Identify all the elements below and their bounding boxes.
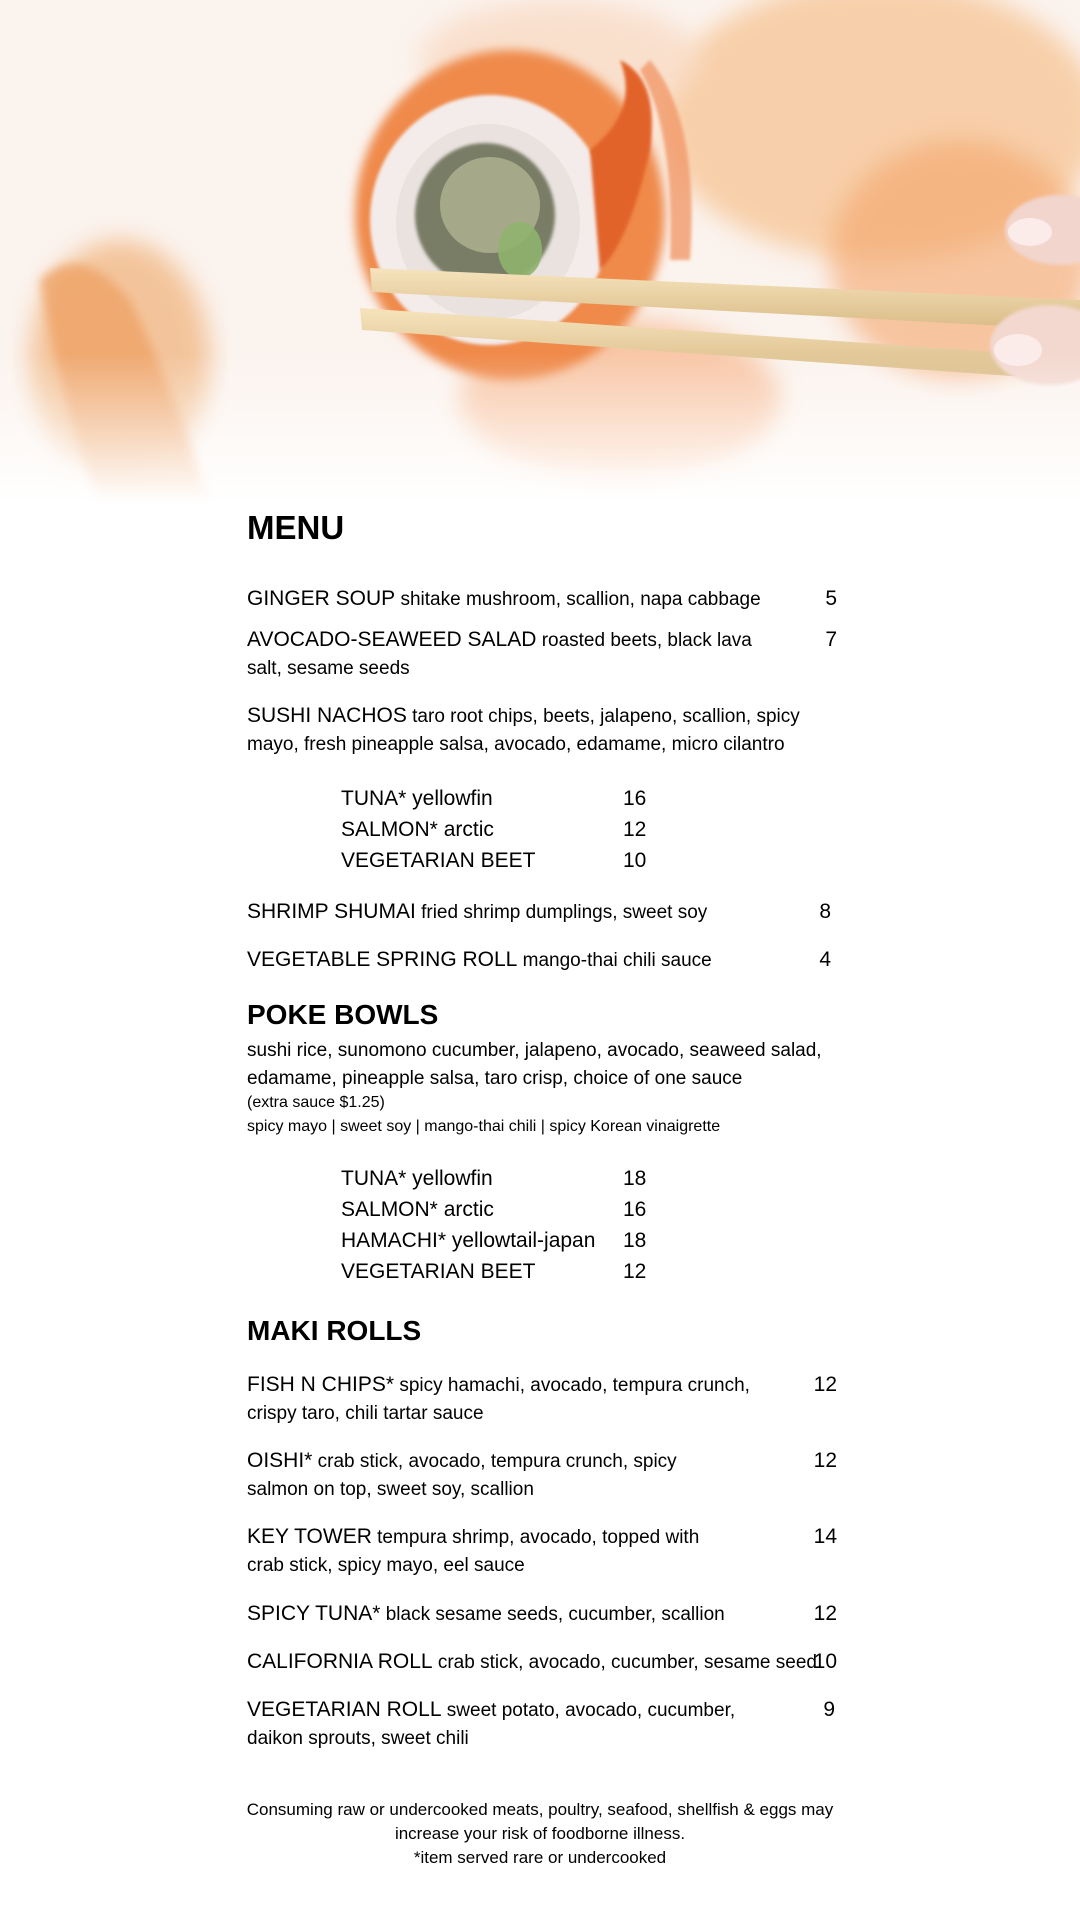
menu-item-vegetarian-roll — [247, 1696, 837, 1753]
item-name: CALIFORNIA ROLL — [247, 1650, 433, 1673]
disclaimer-line-2: increase your risk of foodborne illness. — [394, 1824, 686, 1843]
item-price: 14 — [813, 1525, 837, 1548]
item-price: 4 — [819, 948, 831, 971]
option-price: 16 — [623, 1198, 647, 1221]
hero-image — [0, 0, 1080, 505]
item-price: 10 — [813, 1650, 837, 1673]
item-desc: tempura shrimp, avocado, topped with crab stick, spicy mayo, eel sauce — [247, 1527, 700, 1576]
option-name: SALMON* arctic — [341, 818, 494, 841]
option-name: VEGETARIAN BEET — [341, 849, 536, 872]
poke-description: sushi rice, sunomono cucumber, jalapeno, avocado, seaweed salad, edamame, pineapple salsa, taro crisp, choice of one sauce — [247, 1040, 822, 1089]
item-desc: taro root chips, beets, jalapeno, scallion, spicy mayo, fresh pineapple salsa, avocado, edamame, micro cilantro — [247, 706, 800, 755]
menu-item-fish-n-chips — [247, 1371, 837, 1428]
option-row — [341, 845, 761, 876]
nachos-options — [341, 783, 761, 876]
item-price: 12 — [813, 1449, 837, 1472]
option-price: 12 — [623, 818, 647, 841]
item-name: AVOCADO-SEAWEED SALAD — [247, 628, 537, 651]
item-price: 12 — [813, 1373, 837, 1396]
option-row — [341, 1256, 761, 1287]
item-price: 9 — [823, 1698, 835, 1721]
poke-extra-sauce: (extra sauce $1.25) — [247, 1094, 385, 1111]
menu-item-sushi-nachos — [247, 702, 837, 759]
item-desc: spicy hamachi, avocado, tempura crunch, crispy taro, chili tartar sauce — [247, 1375, 750, 1424]
item-name: VEGETABLE SPRING ROLL — [247, 948, 518, 971]
item-name: GINGER SOUP — [247, 587, 396, 610]
item-desc: black sesame seeds, cucumber, scallion — [385, 1604, 725, 1625]
item-desc: fried shrimp dumplings, sweet soy — [421, 902, 708, 923]
option-name: TUNA* yellowfin — [341, 787, 493, 810]
menu-item-avocado-seaweed-salad — [247, 626, 837, 683]
item-price: 5 — [825, 587, 837, 610]
item-desc: sweet potato, avocado, cucumber, daikon sprouts, sweet chili — [247, 1700, 736, 1749]
item-price: 8 — [819, 900, 831, 923]
item-name: FISH N CHIPS* — [247, 1373, 395, 1396]
sushi-photo — [0, 0, 1080, 505]
menu-title: MENU — [247, 509, 345, 546]
option-name: SALMON* arctic — [341, 1198, 494, 1221]
menu-item-oishi — [247, 1447, 837, 1504]
option-row — [341, 814, 761, 845]
item-desc: crab stick, avocado, tempura crunch, spicy salmon on top, sweet soy, scallion — [247, 1451, 677, 1500]
option-price: 10 — [623, 849, 647, 872]
disclaimer-line-3: *item served rare or undercooked — [413, 1848, 667, 1867]
poke-bowls-heading: POKE BOWLS — [247, 999, 439, 1030]
item-name: SHRIMP SHUMAI — [247, 900, 416, 923]
option-row — [341, 1225, 761, 1256]
menu-item-key-tower — [247, 1523, 837, 1580]
option-name: TUNA* yellowfin — [341, 1167, 493, 1190]
item-desc: mango-thai chili sauce — [522, 950, 712, 971]
poke-options — [341, 1163, 761, 1287]
item-desc: crab stick, avocado, cucumber, sesame seed — [437, 1652, 817, 1673]
item-name: SPICY TUNA* — [247, 1602, 381, 1625]
menu-item-ginger-soup — [247, 585, 837, 614]
item-name: SUSHI NACHOS — [247, 704, 407, 727]
item-name: KEY TOWER — [247, 1525, 372, 1548]
item-name: OISHI* — [247, 1449, 313, 1472]
item-desc: shitake mushroom, scallion, napa cabbage — [400, 589, 761, 610]
maki-rolls-heading: MAKI ROLLS — [247, 1315, 422, 1346]
option-price: 18 — [623, 1229, 647, 1252]
item-price: 12 — [813, 1602, 837, 1625]
poke-sauce-options: spicy mayo | sweet soy | mango-thai chili | spicy Korean vinaigrette — [247, 1118, 721, 1135]
allergy-disclaimer — [230, 1798, 850, 1870]
option-row — [341, 1163, 761, 1194]
menu-item-shrimp-shumai — [247, 898, 837, 927]
option-price: 18 — [623, 1167, 647, 1190]
menu-item-spicy-tuna — [247, 1600, 837, 1629]
option-row — [341, 783, 761, 814]
item-desc: roasted beets, black lava salt, sesame seeds — [247, 630, 752, 679]
disclaimer-line-1: Consuming raw or undercooked meats, poultry, seafood, shellfish & eggs may — [246, 1800, 834, 1819]
option-price: 12 — [623, 1260, 647, 1283]
item-name: VEGETARIAN ROLL — [247, 1698, 442, 1721]
menu-item-california-roll — [247, 1648, 837, 1677]
option-price: 16 — [623, 787, 647, 810]
option-name: HAMACHI* yellowtail-japan — [341, 1229, 596, 1252]
menu-item-vegetable-spring-roll — [247, 946, 837, 975]
option-name: VEGETARIAN BEET — [341, 1260, 536, 1283]
item-price: 7 — [825, 628, 837, 651]
option-row — [341, 1194, 761, 1225]
